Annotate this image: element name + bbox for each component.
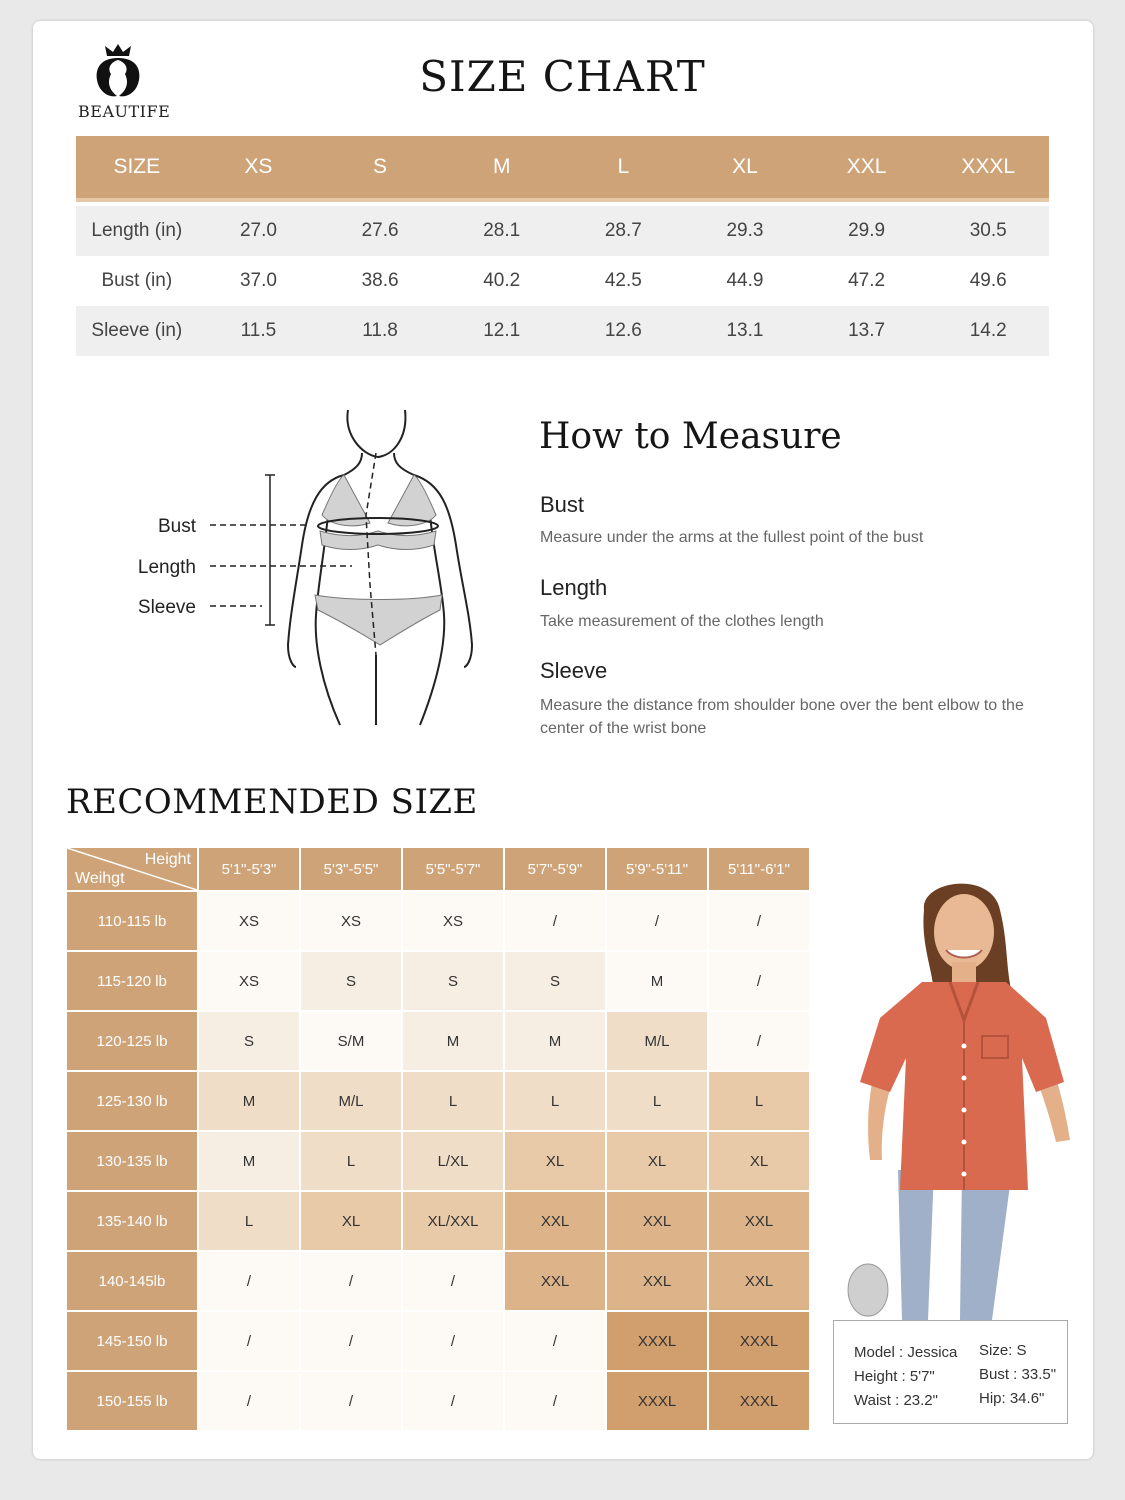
size-header-cell: SIZE — [113, 155, 161, 178]
brand-name: BEAUTIFE — [78, 102, 171, 121]
table-cell: 30.5 — [969, 220, 1007, 241]
model-info-box — [833, 1320, 1068, 1424]
weight-label: 140-145lb — [67, 1252, 197, 1310]
table-cell: 38.6 — [361, 270, 399, 291]
weight-axis-label: Weihgt — [75, 870, 125, 887]
table-cell: 27.6 — [361, 220, 399, 241]
figure-label-bust: Bust — [157, 516, 196, 537]
size-cell: / — [199, 1372, 299, 1430]
table-cell: 27.0 — [239, 220, 277, 241]
size-cell: / — [709, 952, 809, 1010]
table-row-length — [76, 206, 1049, 256]
model-photo — [842, 870, 1072, 1320]
table-cell: 47.2 — [848, 270, 886, 291]
size-cell: XXL — [607, 1192, 707, 1250]
size-cell: L — [607, 1072, 707, 1130]
how-to-measure-title: How to Measure — [539, 416, 842, 457]
height-header: 5'11"-6'1" — [709, 848, 809, 890]
table-cell: 28.1 — [483, 220, 521, 241]
table-cell: 49.6 — [969, 270, 1007, 291]
table-cell: Bust (in) — [101, 270, 173, 291]
measure-length-desc: Take measurement of the clothes length — [540, 613, 824, 630]
body-measurement-figure — [130, 405, 490, 730]
size-cell: XL — [709, 1132, 809, 1190]
size-cell: XS — [199, 952, 299, 1010]
table-row-sleeve — [76, 306, 1049, 356]
measure-sleeve-heading: Sleeve — [540, 658, 608, 683]
size-cell: XXXL — [709, 1312, 809, 1370]
size-cell: / — [505, 892, 605, 950]
measure-sleeve-desc: Measure the distance from shoulder bone over the bent elbow to the center of the wrist bone — [540, 697, 1024, 737]
size-cell: S — [505, 952, 605, 1010]
height-axis-label: Height — [144, 851, 191, 868]
size-cell: M — [505, 1012, 605, 1070]
recommended-size-grid — [67, 848, 811, 1432]
size-header-cell: XXXL — [961, 155, 1016, 178]
weight-label: 120-125 lb — [67, 1012, 197, 1070]
table-cell: 11.8 — [362, 320, 398, 341]
size-cell: / — [199, 1252, 299, 1310]
table-row — [67, 1132, 811, 1192]
model-waist: Waist : 23.2" — [854, 1392, 938, 1409]
size-cell: L — [403, 1072, 503, 1130]
size-cell: M — [199, 1132, 299, 1190]
size-cell: XS — [301, 892, 401, 950]
table-cell: 28.7 — [604, 220, 642, 241]
size-cell: M — [403, 1012, 503, 1070]
weight-label: 110-115 lb — [67, 892, 197, 950]
table-cell: Length (in) — [91, 220, 183, 241]
size-cell: XL — [301, 1192, 401, 1250]
size-cell: / — [709, 892, 809, 950]
size-header-cell: XXL — [846, 155, 887, 178]
size-cell: / — [301, 1372, 401, 1430]
size-cell: / — [301, 1252, 401, 1310]
size-cell: XL — [607, 1132, 707, 1190]
size-cell: / — [301, 1312, 401, 1370]
table-cell: 13.7 — [848, 320, 886, 341]
size-header-cell: M — [492, 155, 511, 178]
model-bust: Bust : 33.5" — [979, 1366, 1057, 1383]
size-cell: XS — [199, 892, 299, 950]
size-cell: L — [709, 1072, 809, 1130]
table-row — [67, 1252, 811, 1312]
figure-label-length: Length — [137, 557, 196, 578]
size-header-cell: S — [373, 155, 388, 178]
size-cell: / — [403, 1372, 503, 1430]
table-row — [67, 952, 811, 1012]
size-cell: S/M — [301, 1012, 401, 1070]
size-cell: L — [505, 1072, 605, 1130]
table-row — [67, 1312, 811, 1372]
size-header-cell: XS — [244, 155, 273, 178]
size-cell: / — [505, 1312, 605, 1370]
model-height: Height : 5'7" — [854, 1368, 935, 1385]
weight-label: 145-150 lb — [67, 1312, 197, 1370]
table-cell: 29.3 — [726, 220, 764, 241]
table-row — [67, 1192, 811, 1252]
size-cell: / — [403, 1312, 503, 1370]
size-cell: / — [505, 1372, 605, 1430]
table-cell: 14.2 — [969, 320, 1007, 341]
size-cell: S — [199, 1012, 299, 1070]
weight-label: 135-140 lb — [67, 1192, 197, 1250]
rec-grid-body — [67, 892, 811, 1432]
height-header: 5'5"-5'7" — [403, 848, 503, 890]
table-row — [67, 1012, 811, 1072]
size-cell: XS — [403, 892, 503, 950]
size-cell: M — [199, 1072, 299, 1130]
size-cell: L/XL — [403, 1132, 503, 1190]
rec-header-row — [67, 848, 811, 892]
size-cell: XXL — [505, 1192, 605, 1250]
size-header-cell: XL — [732, 155, 758, 178]
size-cell: L — [301, 1132, 401, 1190]
page-title: SIZE CHART — [419, 52, 706, 101]
model-name: Model : Jessica — [854, 1344, 958, 1361]
size-cell: XXL — [709, 1192, 809, 1250]
table-cell: 11.5 — [240, 320, 277, 341]
size-cell: L — [199, 1192, 299, 1250]
table-cell: 42.5 — [604, 270, 642, 291]
weight-label: 115-120 lb — [67, 952, 197, 1010]
recommended-size-title: RECOMMENDED SIZE — [66, 782, 478, 822]
table-row — [67, 1372, 811, 1432]
size-cell: XXXL — [607, 1312, 707, 1370]
weight-label: 150-155 lb — [67, 1372, 197, 1430]
size-cell: S — [301, 952, 401, 1010]
size-header-cell: L — [617, 155, 630, 178]
model-size: Size: S — [979, 1342, 1027, 1359]
weight-label: 125-130 lb — [67, 1072, 197, 1130]
size-table-header — [76, 136, 1049, 202]
table-row-bust — [76, 256, 1049, 306]
size-cell: XXL — [607, 1252, 707, 1310]
table-cell: 29.9 — [848, 220, 886, 241]
table-cell: 40.2 — [483, 270, 521, 291]
model-hip: Hip: 34.6" — [979, 1390, 1045, 1407]
size-chart-table — [76, 136, 1049, 356]
size-cell: / — [709, 1012, 809, 1070]
table-row — [67, 1072, 811, 1132]
measure-bust-heading: Bust — [540, 492, 585, 517]
size-cell: M/L — [301, 1072, 401, 1130]
size-cell: XL — [505, 1132, 605, 1190]
table-cell: 13.1 — [726, 320, 764, 341]
size-cell: XXL — [505, 1252, 605, 1310]
table-row — [67, 892, 811, 952]
table-cell: 37.0 — [239, 270, 277, 291]
size-cell: XXXL — [709, 1372, 809, 1430]
measure-bust-desc: Measure under the arms at the fullest point of the bust — [540, 529, 924, 546]
table-cell: 12.6 — [604, 320, 642, 341]
height-header: 5'3"-5'5" — [301, 848, 401, 890]
grid-corner-cell — [67, 848, 197, 890]
measure-length-heading: Length — [540, 575, 608, 600]
table-cell: Sleeve (in) — [91, 320, 183, 341]
size-cell: / — [403, 1252, 503, 1310]
height-header: 5'9"-5'11" — [607, 848, 707, 890]
table-cell: 44.9 — [726, 270, 764, 291]
height-header: 5'1"-5'3" — [199, 848, 299, 890]
figure-label-sleeve: Sleeve — [137, 597, 196, 618]
size-cell: S — [403, 952, 503, 1010]
size-cell: XXXL — [607, 1372, 707, 1430]
weight-label: 130-135 lb — [67, 1132, 197, 1190]
size-cell: / — [199, 1312, 299, 1370]
size-cell: XL/XXL — [403, 1192, 503, 1250]
size-cell: M/L — [607, 1012, 707, 1070]
size-cell: M — [607, 952, 707, 1010]
height-header: 5'7"-5'9" — [505, 848, 605, 890]
size-cell: / — [607, 892, 707, 950]
table-cell: 12.1 — [483, 320, 521, 341]
size-cell: XXL — [709, 1252, 809, 1310]
